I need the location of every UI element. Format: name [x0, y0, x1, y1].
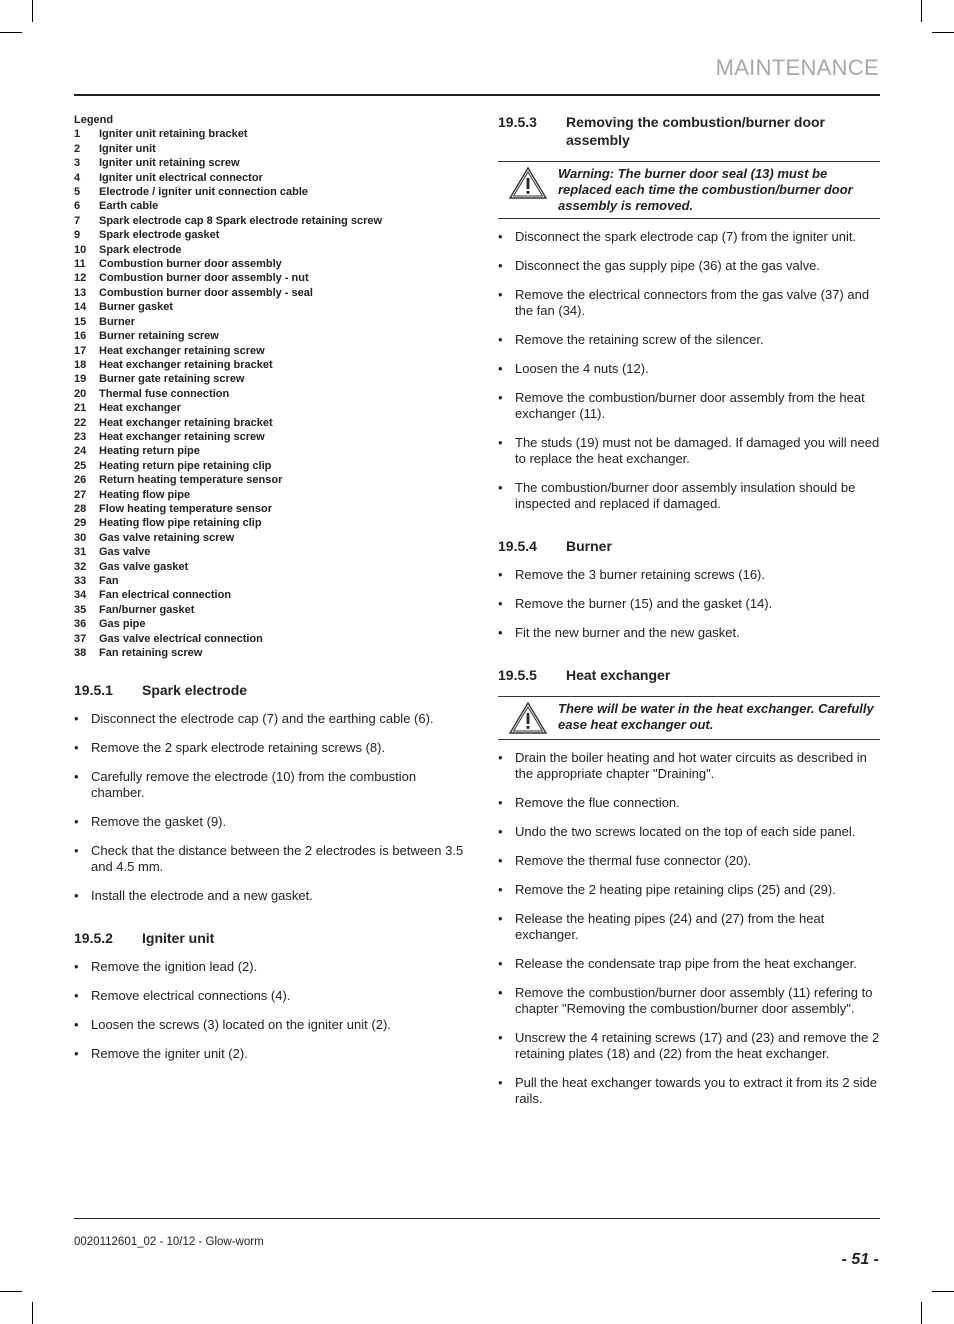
legend-item-text: Igniter unit electrical connector: [99, 171, 263, 184]
legend-item: [74, 488, 466, 502]
legend-item-number: 36: [74, 618, 87, 631]
section-heading: [74, 929, 466, 947]
warning-box: [498, 161, 880, 219]
legend-item-text: Gas valve retaining screw: [99, 531, 235, 544]
warning-text: There will be water in the heat exchanger. Carefully ease heat exchanger out.: [558, 701, 874, 732]
legend-item-number: 30: [74, 531, 87, 544]
legend-item: [74, 632, 466, 646]
section-title: Heat exchanger: [566, 667, 671, 683]
legend-item-number: 9: [74, 229, 81, 242]
legend-item-number: 5: [74, 186, 81, 199]
section-igniter-unit: [74, 929, 466, 1062]
page-header-title: MAINTENANCE: [715, 55, 879, 80]
legend-item-number: 18: [74, 358, 87, 371]
bullet-list: [498, 750, 880, 1107]
legend-item-text: Burner: [99, 315, 136, 328]
bullet-item: • Loosen the 4 nuts (12).: [498, 361, 880, 377]
section-heading: [498, 666, 880, 684]
section-title: Removing the combustion/burner door assembly: [566, 114, 826, 148]
bullet-item: • Remove the flue connection.: [498, 795, 880, 811]
legend-item-number: 7: [74, 214, 81, 227]
bullet-item: • Fit the new burner and the new gasket.: [498, 625, 880, 641]
legend-item: [74, 171, 466, 185]
legend-item: [74, 646, 466, 660]
crop-mark: [932, 1291, 954, 1292]
legend-item-number: 1: [74, 128, 81, 141]
legend-item: [74, 286, 466, 300]
bullet-item: • Pull the heat exchanger towards you to extract it from its 2 side rails.: [498, 1075, 880, 1107]
crop-mark: [0, 32, 22, 33]
legend-item-number: 15: [74, 315, 87, 328]
section-number: 19.5.3: [498, 114, 537, 130]
legend-item: [74, 344, 466, 358]
legend-item: [74, 127, 466, 141]
legend-item-text: Combustion burner door assembly - seal: [99, 286, 313, 299]
legend-item: [74, 416, 466, 430]
bullet-item: • Carefully remove the electrode (10) from the combustion chamber.: [74, 769, 466, 801]
legend-item-text: Heating return pipe: [99, 445, 200, 458]
legend-item-text: Heat exchanger retaining screw: [99, 344, 265, 357]
warning-box: [498, 696, 880, 740]
bullet-item: • Remove the electrical connectors from the gas valve (37) and the fan (34).: [498, 287, 880, 319]
section-number: 19.5.2: [74, 930, 113, 947]
legend-item-text: Earth cable: [99, 200, 159, 213]
legend-item-text: Heat exchanger: [99, 402, 181, 415]
crop-mark: [32, 0, 33, 22]
legend-item-text: Fan retaining screw: [99, 647, 203, 660]
warning-text: Warning: The burner door seal (13) must be replaced each time the combustion/burner door assembly is removed.: [558, 166, 853, 213]
legend-item-number: 4: [74, 171, 81, 184]
crop-mark: [921, 1302, 922, 1324]
legend-item-text: Fan electrical connection: [99, 589, 232, 602]
legend-item-text: Heat exchanger retaining screw: [99, 430, 265, 443]
legend-item-text: Burner gate retaining screw: [99, 373, 245, 386]
document-reference: 0020112601_02 - 10/12 - Glow-worm: [74, 1236, 264, 1248]
legend-item-number: 33: [74, 575, 87, 587]
legend-item-number: 29: [74, 517, 87, 530]
legend-item-text: Combustion burner door assembly - nut: [99, 272, 309, 285]
crop-mark: [32, 1302, 33, 1324]
legend-item-text: Return heating temperature sensor: [99, 474, 283, 487]
bullet-item: • Check that the distance between the 2 electrodes is between 3.5 and 4.5 mm.: [74, 843, 466, 875]
legend-item-text: Burner gasket: [99, 301, 173, 314]
bullet-item: • Undo the two screws located on the top of each side panel.: [498, 824, 880, 840]
bullet-item: • Release the heating pipes (24) and (27) from the heat exchanger.: [498, 911, 880, 943]
legend-item-number: 24: [74, 445, 87, 458]
legend-item: [74, 401, 466, 415]
bullet-list: [498, 229, 880, 512]
bullet-item: • Install the electrode and a new gasket.: [74, 888, 466, 904]
bullet-item: • Remove the thermal fuse connector (20).: [498, 853, 880, 869]
legend-item-text: Igniter unit retaining bracket: [99, 128, 248, 141]
section-number: 19.5.5: [498, 667, 537, 683]
bullet-item: • Remove the 3 burner retaining screws (16).: [498, 567, 880, 583]
legend-item: [74, 560, 466, 574]
bullet-item: • Drain the boiler heating and hot water circuits as described in the appropriate chapter "Draining".: [498, 750, 880, 782]
legend-item-text: Gas valve gasket: [99, 560, 189, 573]
legend-item-text: Flow heating temperature sensor: [99, 502, 272, 515]
section-heading: [498, 537, 880, 555]
legend-item-text: Spark electrode gasket: [99, 229, 220, 242]
bullet-list: [498, 567, 880, 641]
legend-item: [74, 199, 466, 213]
legend-item-text: Heating flow pipe: [99, 488, 191, 501]
bullet-item: • Remove the burner (15) and the gasket (14).: [498, 596, 880, 612]
legend-item: [74, 372, 466, 386]
legend-item-text: Igniter unit retaining screw: [99, 157, 240, 170]
legend-item-number: 19: [74, 373, 87, 386]
legend-item-number: 20: [74, 387, 87, 400]
legend-item: [74, 358, 466, 372]
legend-item-text: Fan/burner gasket: [99, 603, 195, 616]
legend-item: [74, 243, 466, 257]
bullet-item: • Remove the combustion/burner door assembly (11) refering to chapter "Removing the combustion/burner door assembly".: [498, 985, 880, 1017]
legend-item-text: Heating return pipe retaining clip: [99, 459, 272, 472]
legend-item-number: 35: [74, 603, 87, 616]
legend-item: [74, 185, 466, 199]
bullet-item: • Remove the combustion/burner door assembly from the heat exchanger (11).: [498, 390, 880, 422]
header-rule: [74, 94, 880, 96]
legend-item-number: 21: [74, 402, 87, 415]
legend-item-text: Burner retaining screw: [99, 330, 219, 343]
legend-list: [74, 127, 466, 660]
legend-item-number: 6: [74, 200, 81, 213]
legend-item-number: 26: [74, 474, 87, 487]
bullet-item: • Release the condensate trap pipe from the heat exchanger.: [498, 956, 880, 972]
legend-item-text: Electrode / igniter unit connection cable: [99, 186, 309, 199]
legend-item: [74, 271, 466, 285]
legend-item: [74, 300, 466, 314]
legend-item-number: 31: [74, 546, 87, 559]
legend-item-number: 27: [74, 488, 87, 501]
bullet-list: [74, 959, 466, 1062]
legend-item-number: 12: [74, 272, 87, 285]
legend-item-number: 22: [74, 416, 87, 429]
warning-triangle-icon: [498, 701, 558, 735]
legend-item: [74, 459, 466, 473]
legend-item-number: 2: [74, 142, 81, 155]
section-title: Burner: [566, 538, 612, 554]
legend-item-text: Igniter unit: [99, 142, 156, 155]
legend-item-text: Gas pipe: [99, 618, 146, 631]
bullet-list: [74, 711, 466, 904]
legend-item: [74, 257, 466, 271]
bullet-item: • Remove the 2 heating pipe retaining clips (25) and (29).: [498, 882, 880, 898]
bullet-item: • Unscrew the 4 retaining screws (17) and (23) and remove the 2 retaining plates (18) and (22) from the heat exchanger.: [498, 1030, 880, 1062]
section-burner: [498, 537, 880, 641]
bullet-item: • Remove the retaining screw of the silencer.: [498, 332, 880, 348]
legend-item: [74, 228, 466, 242]
legend-item-number: 13: [74, 286, 87, 299]
legend-item: [74, 588, 466, 602]
section-burner-door: [498, 113, 880, 512]
section-title: Spark electrode: [142, 682, 248, 699]
legend-item: [74, 516, 466, 530]
section-spark-electrode: [74, 681, 466, 904]
warning-triangle-icon: [498, 166, 558, 200]
bullet-item: • Disconnect the electrode cap (7) and the earthing cable (6).: [74, 711, 466, 727]
bullet-item: • Loosen the screws (3) located on the igniter unit (2).: [74, 1017, 466, 1033]
section-number: 19.5.1: [74, 682, 113, 699]
legend-item-text: Heating flow pipe retaining clip: [99, 517, 262, 530]
legend-item-number: 3: [74, 157, 81, 170]
legend-item: [74, 531, 466, 545]
legend-item-text: Spark electrode: [99, 243, 182, 256]
legend-item: [74, 156, 466, 170]
legend-item-number: 25: [74, 459, 87, 472]
legend-item: [74, 315, 466, 329]
section-heading: [498, 113, 880, 149]
legend-item-text: Gas valve: [99, 546, 151, 559]
legend-item: [74, 387, 466, 401]
legend-item-number: 14: [74, 301, 87, 314]
bullet-item: • Remove the igniter unit (2).: [74, 1046, 466, 1062]
legend-item: [74, 214, 466, 228]
right-column: [498, 113, 880, 1120]
legend-item-text: Thermal fuse connection: [99, 387, 230, 400]
legend-item-text: Fan: [99, 575, 119, 587]
legend-item-number: 23: [74, 430, 87, 443]
legend-title: Legend: [74, 114, 114, 126]
legend-item: [74, 142, 466, 156]
section-title: Igniter unit: [142, 930, 215, 947]
legend-item-text: Heat exchanger retaining bracket: [99, 358, 273, 371]
bullet-item: • Disconnect the gas supply pipe (36) at the gas valve.: [498, 258, 880, 274]
legend-item-text: Heat exchanger retaining bracket: [99, 416, 273, 429]
bullet-item: • Disconnect the spark electrode cap (7) from the igniter unit.: [498, 229, 880, 245]
footer-rule: [74, 1218, 880, 1219]
legend-item-number: 37: [74, 632, 87, 645]
legend-item-number: 11: [74, 258, 86, 271]
bullet-item: • Remove the ignition lead (2).: [74, 959, 466, 975]
legend-item-text: Spark electrode cap 8 Spark electrode retaining screw: [99, 214, 383, 227]
bullet-item: • Remove electrical connections (4).: [74, 988, 466, 1004]
bullet-item: • The studs (19) must not be damaged. If damaged you will need to replace the heat exchanger.: [498, 435, 880, 467]
legend-item-number: 34: [74, 589, 87, 602]
legend-item-text: Gas valve electrical connection: [99, 632, 263, 645]
legend-item: [74, 617, 466, 631]
legend-item: [74, 329, 466, 343]
legend-item-number: 10: [74, 243, 87, 256]
section-number: 19.5.4: [498, 538, 537, 554]
legend-item: [74, 545, 466, 559]
legend-item: [74, 502, 466, 516]
legend-item-number: 17: [74, 344, 87, 357]
bullet-item: • Remove the gasket (9).: [74, 814, 466, 830]
legend-item-number: 28: [74, 502, 87, 515]
legend-item: [74, 444, 466, 458]
legend-item-number: 38: [74, 647, 87, 660]
legend-item: [74, 603, 466, 617]
legend-item: [74, 473, 466, 487]
section-heat-exchanger: [498, 666, 880, 1107]
bullet-item: • The combustion/burner door assembly insulation should be inspected and replaced if damaged.: [498, 480, 880, 512]
crop-mark: [932, 32, 954, 33]
section-heading: [74, 681, 466, 699]
legend-item-number: 32: [74, 560, 87, 573]
crop-mark: [0, 1291, 22, 1292]
page-number: - 51 -: [841, 1251, 879, 1268]
legend-item: [74, 574, 466, 588]
bullet-item: • Remove the 2 spark electrode retaining screws (8).: [74, 740, 466, 756]
crop-mark: [921, 0, 922, 22]
legend-item: [74, 430, 466, 444]
left-column: [74, 113, 466, 1075]
legend-item-text: Combustion burner door assembly: [99, 258, 282, 271]
legend-item-number: 16: [74, 330, 87, 343]
